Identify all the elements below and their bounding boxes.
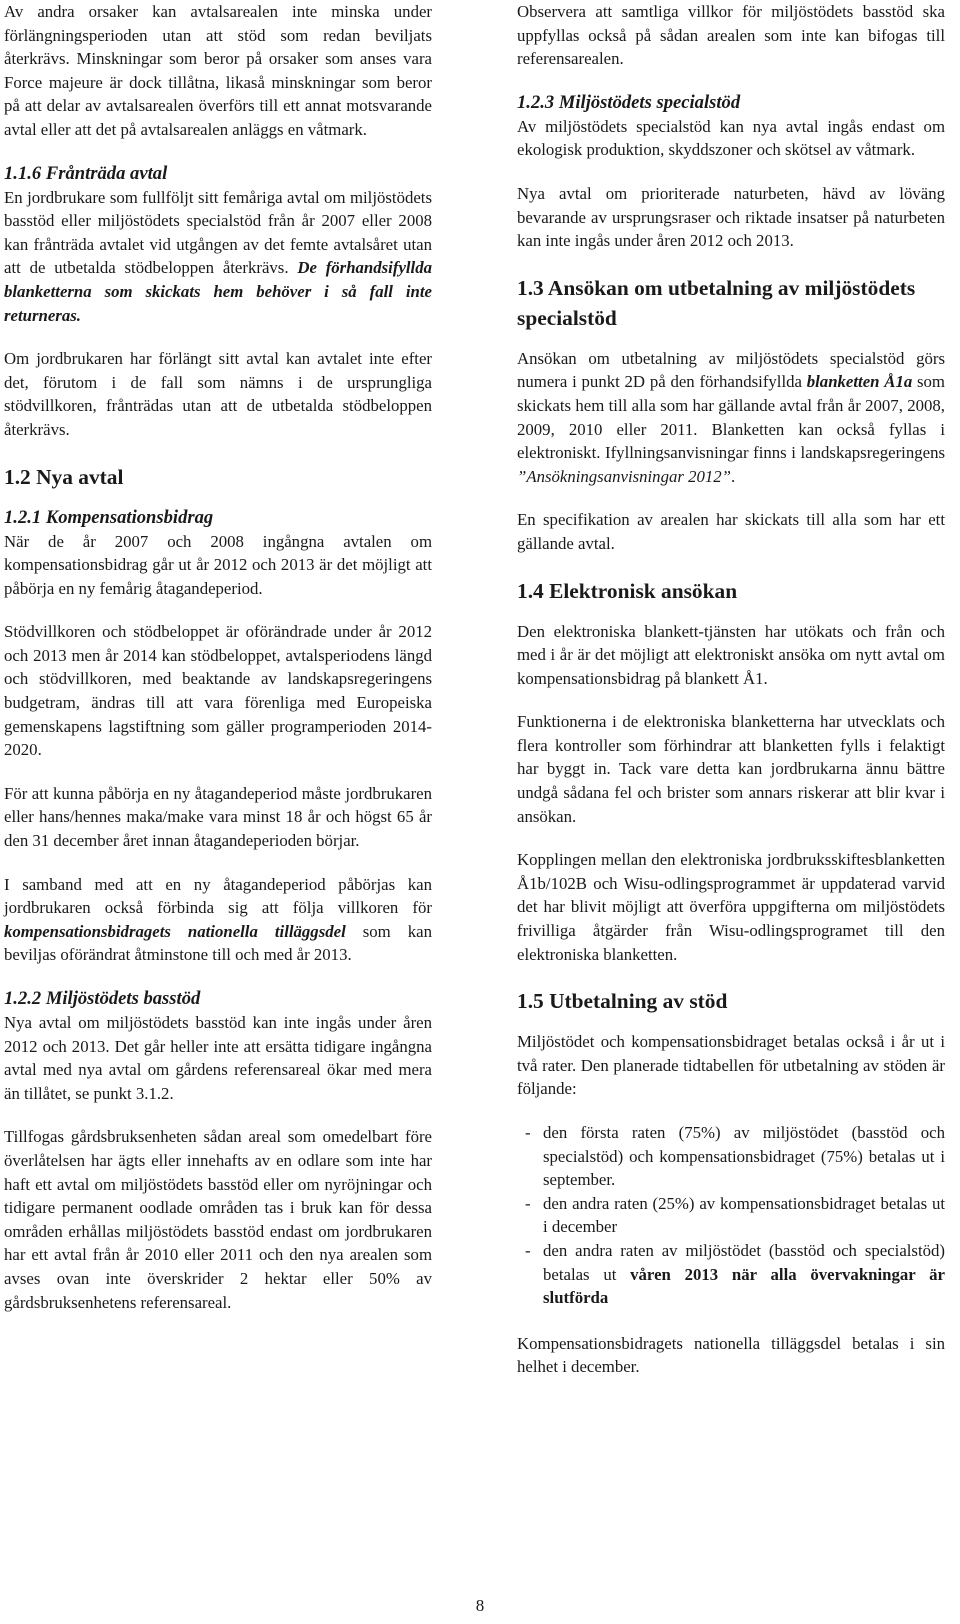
heading-1-2-3: 1.2.3 Miljöstödets specialstöd [517, 91, 741, 113]
heading-1-3: 1.3 Ansökan om utbetalning av miljöstödets specialstöd [517, 275, 916, 330]
emphasis-span: De förhandsifyllda blanketterna som skickats hem behöver i så fall inte returneras. [4, 258, 432, 325]
paragraph-1-5-b: Kompensationsbidragets nationella tilläggsdel betalas i sin helhet i december. [517, 1333, 945, 1377]
paragraph-1-3-a [517, 347, 945, 489]
paragraph-1-3-b: En specifikation av arealen har skickats till alla som har ett gällande avtal. [517, 510, 945, 553]
heading-1-1-6: 1.1.6 Frånträda avtal [4, 162, 168, 184]
text-span: . [730, 466, 736, 486]
paragraph-1-1-6-a [4, 186, 432, 328]
list-item [517, 1121, 945, 1192]
paragraph-observera: Observera att samtliga villkor för miljöstödets basstöd ska uppfyllas också på sådan arealen som inte kan bifogas till referensarealen. [517, 2, 945, 69]
dash-marker: - [525, 1123, 531, 1142]
emphasis-span: kompensationsbidragets nationella tilläggsdel [4, 921, 346, 941]
paragraph-1-2-3-a: Av miljöstödets specialstöd kan nya avtal ingås endast om ekologisk produktion, skyddszoner och skötsel av våtmark. [517, 116, 945, 160]
payment-schedule-list [517, 1121, 945, 1310]
list-item-text: den andra raten av miljöstödet (basstöd och specialstöd) betalas ut [543, 1240, 945, 1284]
page-number: 8 [475, 1596, 485, 1615]
paragraph-1-2-1-a: När de år 2007 och 2008 ingångna avtalen om kompensationsbidrag går ut år 2012 och 2013 är det möjligt att påbörja en ny femårig åtagandeperiod. [4, 531, 432, 598]
text-span: som skickats hem till alla som har gällande avtal från år 2007, 2008, 2009, 2010 eller 2011. Blanketten kan också fyllas i elektroniskt. Ifyllningsanvisningar finns i landskapsregeringens [517, 372, 945, 463]
italic-span: ”Ansökningsanvisningar 2012” [517, 466, 731, 486]
left-column [4, 0, 432, 1314]
list-item-text: den första raten (75%) av miljöstödet (basstöd och specialstöd) och kompensationsbidraget (75%) betalas ut i september. [543, 1123, 945, 1190]
heading-1-5: 1.5 Utbetalning av stöd [517, 989, 728, 1014]
text-span: som kan beviljas oförändrat åtminstone till och med år 2013. [4, 921, 432, 965]
paragraph-1-4-a: Den elektroniska blankett-tjänsten har utökats och från och med i år är det möjligt att elektroniskt ansöka om nytt avtal om kompensationsbidrag på blankett Å1. [517, 621, 945, 688]
dash-marker: - [525, 1240, 531, 1260]
paragraph-1-2-2-b: Tillfogas gårdsbruksenheten sådan areal som omedelbart före överlåtelsen har ägts eller innehafts av en odlare som inte har haft ett avtal om miljöstödets basstöd eller om nyröjningar och tidigare permanent oodlade områden tas i bruk kan för dessa områden erhållas miljöstödets basstöd endast om jordbrukaren har ett avtal från år 2010 eller 2011 och den nya arealen som avses ovan inte överskrider 2 hektar eller 50% av gårdsbruksenhetens referensareal. [4, 1127, 432, 1312]
text-span: I samband med att en ny åtagandeperiod påbörjas kan jordbrukaren också förbinda sig att följa villkoren för [4, 874, 432, 918]
paragraph-1-4-b: Funktionerna i de elektroniska blanketterna har utvecklats och flera kontroller som förhindrar att blanketten fylls i felaktigt har byggt in. Tack vare detta kan jordbrukarna ännu bättre undgå sådana fel och brister som annars riskerar att blir kvar i ansökan. [517, 712, 945, 826]
paragraph-1-5-a: Miljöstödet och kompensationsbidraget betalas också i år ut i två rater. Den planerade tidtabellen för utbetalning av stöden är följande: [517, 1032, 945, 1099]
paragraph-1-2-3-b: Nya avtal om prioriterade naturbeten, hävd av löväng bevarande av ursprungsraser och riktade insatser på naturbeten kan inte ingås under åren 2012 och 2013. [517, 183, 945, 251]
paragraph-intro: Av andra orsaker kan avtalsarealen inte minska under förlängningsperioden utan att stöd som redan beviljats återkrävs. Minskningar som beror på orsaker som anses vara Force majeure är dock tillåtna, likaså minskningar som beror på att delar av avtalsarealen överförs till ett annat motsvarande avtal eller att det på avtalsarealen anläggs en våtmark. [4, 2, 432, 139]
paragraph-1-2-1-c: För att kunna påbörja en ny åtagandeperiod måste jordbrukaren eller hans/hennes maka/make vara minst 18 år och högst 65 år den 31 december året innan åtagandeperioden börjar. [4, 783, 432, 851]
list-item [517, 1192, 945, 1239]
paragraph-1-4-c: Kopplingen mellan den elektroniska jordbruksskiftesblanketten Å1b/102B och Wisu-odlingsprogrammet är uppdaterad varvid det har blivit möjligt att överföra uppgifterna om miljöstödets frivilliga åtgärder från Wisu-odlingsprogramet till den elektroniska blanketten. [517, 850, 945, 964]
list-item-text: den andra raten (25%) av kompensationsbidraget betalas ut i december [543, 1193, 945, 1237]
list-item [517, 1239, 945, 1310]
paragraph-1-2-2-a: Nya avtal om miljöstödets basstöd kan inte ingås under åren 2012 och 2013. Det går heller inte att ersätta tidigare ingångna avtal med nya avtal om gårdens referensareal ökar med mera än tillåtet, se punkt 3.1.2. [4, 1013, 432, 1103]
heading-1-2-1: 1.2.1 Kompensationsbidrag [4, 506, 214, 528]
paragraph-1-1-6-b: Om jordbrukaren har förlängt sitt avtal kan avtalet inte efter det, förutom i de fall som nämns i de ursprungliga stödvillkoren, frånträdas utan att de utbetalda stödbeloppen återkrävs. [4, 349, 432, 439]
bold-span: våren 2013 när alla övervakningar är slutförda [543, 1264, 945, 1308]
heading-1-4: 1.4 Elektronisk ansökan [517, 578, 738, 603]
paragraph-1-2-1-b: Stödvillkoren och stödbeloppet är oförändrade under år 2012 och 2013 men år 2014 kan stödbeloppet, avtalsperiodens längd och stödvillkoren, med beaktande av landskapsregeringens budgetram, ändras till att vara förenliga med Europeiska gemenskapens lagstiftning som gäller programperioden 2014-2020. [4, 622, 432, 760]
dash-marker: - [525, 1193, 531, 1213]
emphasis-span: blanketten Å1a [806, 372, 913, 392]
text-span: En jordbrukare som fullföljt sitt femåriga avtal om miljöstödets basstöd eller miljöstödets specialstöd från år 2007 eller 2008 kan frånträda avtalet vid utgången av det femte avtalsåret utan att de utbetalda stödbeloppen återkrävs. [4, 187, 432, 278]
paragraph-1-2-1-d [4, 873, 432, 967]
right-column [517, 0, 945, 1379]
heading-1-2-2: 1.2.2 Miljöstödets basstöd [4, 988, 201, 1009]
heading-1-2: 1.2 Nya avtal [4, 464, 124, 489]
text-span: Ansökan om utbetalning av miljöstödets specialstöd görs numera i punkt 2D på den förhandsifyllda [517, 348, 945, 392]
